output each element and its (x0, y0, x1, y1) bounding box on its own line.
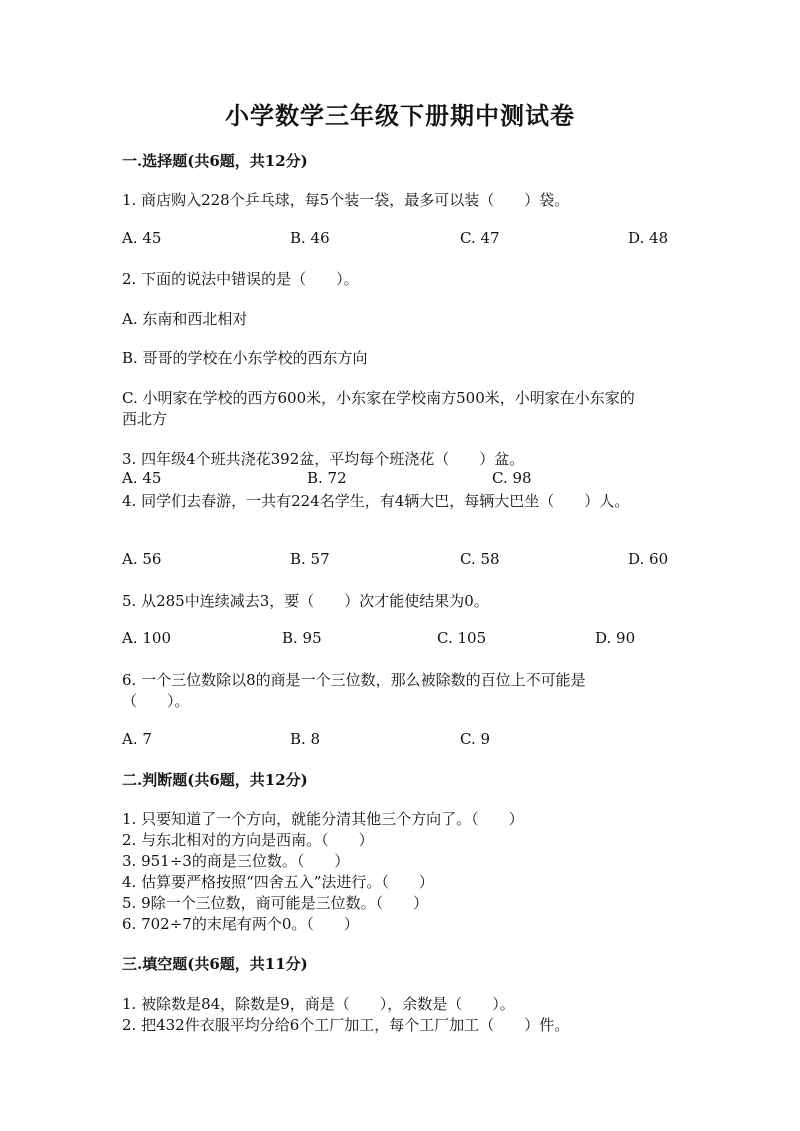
q5-option-b: B. 95 (282, 629, 322, 647)
judge-item-5: 5. 9除一个三位数，商可能是三位数。（ ） (122, 894, 429, 912)
q4-option-a: A. 56 (122, 550, 162, 568)
q3-option-a: A. 45 (122, 469, 162, 487)
q5-option-a: A. 100 (122, 629, 171, 647)
q1-option-d: D. 48 (628, 229, 669, 247)
q4-option-d: D. 60 (628, 550, 669, 568)
q1-option-c: C. 47 (460, 229, 500, 247)
q5-option-c: C. 105 (437, 629, 487, 647)
question-6: 6. 一个三位数除以8的商是一个三位数，那么被除数的百位上不可能是 (122, 671, 586, 689)
judge-item-4: 4. 估算要严格按照“四舍五入”法进行。（ ） (122, 873, 434, 891)
section-heading-choice: 一.选择题(共6题，共12分) (122, 152, 308, 170)
page-title: 小学数学三年级下册期中测试卷 (225, 101, 575, 130)
question-6-cont: （ ）。 (122, 692, 190, 710)
q1-option-b: B. 46 (290, 229, 330, 247)
q5-option-d: D. 90 (595, 629, 636, 647)
q6-option-a: A. 7 (122, 730, 152, 748)
q2-option-a: A. 东南和西北相对 (122, 310, 248, 328)
q3-option-b: B. 72 (307, 469, 347, 487)
judge-item-3: 3. 951÷3的商是三位数。（ ） (122, 852, 350, 870)
judge-item-1: 1. 只要知道了一个方向，就能分清其他三个方向了。（ ） (122, 810, 524, 828)
question-2: 2. 下面的说法中错误的是（ ）。 (122, 270, 359, 288)
judge-item-2: 2. 与东北相对的方向是西南。（ ） (122, 831, 374, 849)
q6-option-c: C. 9 (460, 730, 491, 748)
section-heading-fill: 三.填空题(共6题，共11分) (122, 955, 308, 973)
fill-item-1: 1. 被除数是84，除数是9，商是（ ），余数是（ ）。 (122, 995, 515, 1013)
question-1: 1. 商店购入228个乒乓球，每5个装一袋，最多可以装（ ）袋。 (122, 191, 570, 209)
question-4: 4. 同学们去春游，一共有224名学生，有4辆大巴，每辆大巴坐（ ）人。 (122, 492, 630, 510)
judge-item-6: 6. 702÷7的末尾有两个0。（ ） (122, 915, 359, 933)
q2-option-b: B. 哥哥的学校在小东学校的西东方向 (122, 349, 368, 367)
question-3: 3. 四年级4个班共浇花392盆，平均每个班浇花（ ）盆。 (122, 450, 525, 468)
fill-item-2: 2. 把432件衣服平均分给6个工厂加工，每个工厂加工（ ）件。 (122, 1016, 570, 1034)
q2-option-c-cont: 西北方 (122, 410, 168, 428)
q2-option-c: C. 小明家在学校的西方600米，小东家在学校南方500米，小明家在小东家的 (122, 389, 635, 407)
section-heading-judge: 二.判断题(共6题，共12分) (122, 771, 308, 789)
q1-option-a: A. 45 (122, 229, 162, 247)
question-5: 5. 从285中连续减去3，要（ ）次才能使结果为0。 (122, 592, 489, 610)
q4-option-c: C. 58 (460, 550, 500, 568)
q3-option-c: C. 98 (492, 469, 532, 487)
q4-option-b: B. 57 (290, 550, 330, 568)
q6-option-b: B. 8 (290, 730, 321, 748)
